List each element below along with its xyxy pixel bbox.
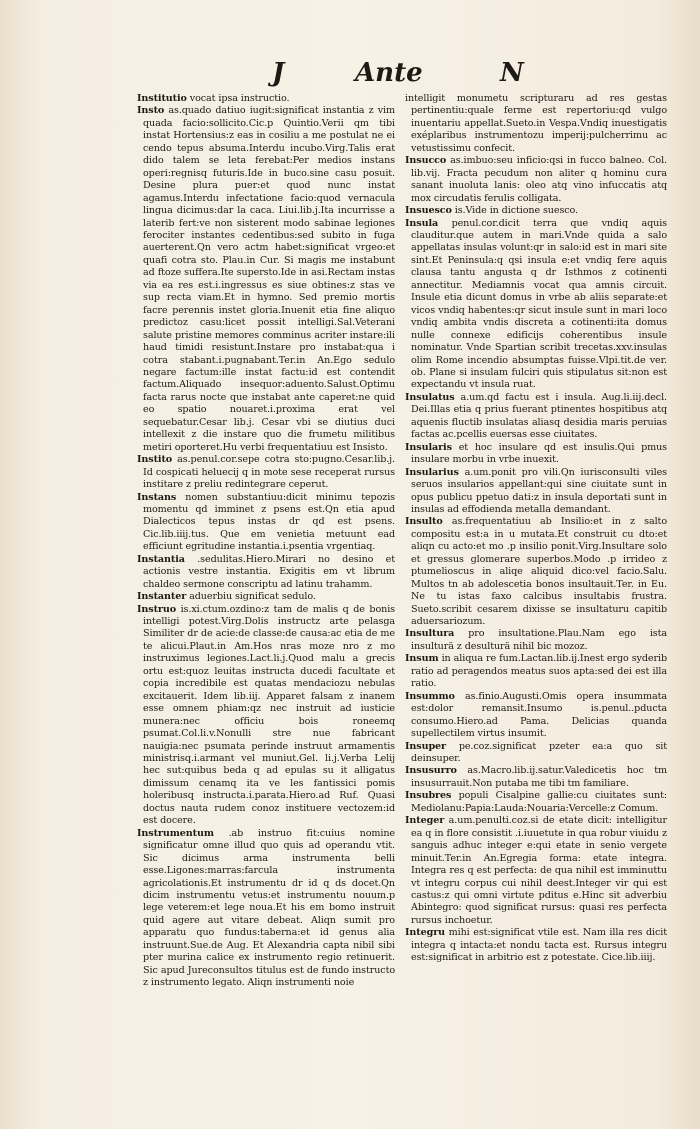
entry-headword: Insum xyxy=(405,653,439,665)
entry-headword: Integer xyxy=(405,815,445,827)
dictionary-entry xyxy=(137,554,395,591)
entry-text: as.finio.Augusti.Omis opera insummata est:dolor remansit.Insumo is.penul..pducta consumo.Hiero.ad Pama. Delicias quanda supellectilem virtus insumit. xyxy=(411,690,667,740)
entry-headword: Insubres xyxy=(405,790,452,802)
entry-headword: Insuesco xyxy=(405,205,452,217)
entry-headword: Integru xyxy=(405,927,446,939)
dictionary-entry xyxy=(405,691,667,741)
entry-headword: Institutio xyxy=(137,93,187,104)
entry-headword: Insuper xyxy=(405,740,447,752)
entry-headword: Instans xyxy=(137,491,177,503)
dictionary-entry xyxy=(137,604,395,828)
entry-headword: Insula xyxy=(405,217,439,229)
entry-text: as.penul.cor.sepe cotra sto:pugno.Cesar.lib.j. Id cospicati heluecij q in mote sese receperat rursus institare z preliu redintegrare ceperut. xyxy=(143,454,396,491)
entry-headword: Instantia xyxy=(137,553,185,565)
entry-text: nomen substantiuu:dicit minimu tepozis momentu qd imminet z psens est.Qn etia apud Dialecticos tepus instas dr qd est psens. Cic.lib.iiij.tus. Que em venietia metuunt ead efficiunt egritudine instantia.i.psentia vrgentiaq. xyxy=(143,491,396,553)
dictionary-entry xyxy=(137,93,395,105)
entry-text: populi Cisalpine gallie:cu ciuitates sunt: Mediolanu:Papia:Lauda:Nouaria:Vercelle:z Comum. xyxy=(411,790,667,814)
dictionary-entry xyxy=(405,741,667,766)
dictionary-entry xyxy=(405,790,667,815)
entry-headword: Insulatus xyxy=(405,391,455,403)
entry-text: in aliqua re fum.Lactan.lib.ij.Inest ergo syderib ratio ad peragendos meatus suos apta:sed dei est illa ratio. xyxy=(411,653,667,690)
dictionary-entry xyxy=(405,467,667,517)
entry-text: a.um.ponit pro vili.Qn iurisconsulti viles seruos insularios appellant:qui sine ciuitate sunt in opus publicu ppetuo dati:z in insula deportati sunt in insulas ad effodienda metalla demandant. xyxy=(411,466,667,515)
entry-headword: Insularis xyxy=(405,441,452,453)
entry-headword: Instrumentum xyxy=(137,827,214,839)
entry-text: a.um.qd factu est i insula. Aug.li.iij.decl. Dei.Illas etia q prius fuerant ptinentes hospitibus atq aquenis fluctib insulatas aliasq desidia maris peruias factas ac.pcellis euersas esse ciuitates. xyxy=(411,391,667,441)
entry-text: .sedulitas.Hiero.Mirari no desino et actionis vestre instantia. Exigitis em vt librum chaldeo sermone conscriptu ad latinu trahamm. xyxy=(143,553,395,590)
entry-text: pro insultatione.Plau.Nam ego ista insulturä z desulturä nihil bic mozoz. xyxy=(411,628,668,652)
entry-headword: Insusurro xyxy=(405,765,457,777)
dictionary-entry xyxy=(405,653,667,690)
dictionary-entry xyxy=(405,628,667,653)
entry-headword: Insularius xyxy=(405,466,459,478)
entry-headword: Insulto xyxy=(405,516,443,528)
dictionary-entry xyxy=(137,492,395,554)
signature-mark-right: N xyxy=(500,58,524,88)
dictionary-entry xyxy=(405,205,667,217)
entry-text: .ab instruo fit:cuius nomine significatur omne illud quo quis ad operandu vtit. Sic dicimus arma instrumenta belli esse.Ligones:marras:farcula instrumenta agricolationis.Et instrumentu dr id q ds docet.Qn dicim instrumentu vetus:et instrumentu nouum.p lege veterem:et lege noua.Et his em bomo instruit quid agere aut vitare debeat. Aliqn sumit pro apparatu quo fundus:taberna:et id genus alia instruunt.Sue.de Aug. Et Alexandria capta nibil sibi pter murina calice ex instrumento regio retinuerit. Sic apud Jureconsultos titulus est de fundo instructo z instrumento legato. Aliqn instrumenti noie xyxy=(143,827,396,989)
dictionary-entry xyxy=(405,442,667,467)
signature-mark-left: J xyxy=(272,58,285,88)
running-head: Ante xyxy=(355,58,423,88)
dictionary-entry xyxy=(405,93,667,155)
dictionary-entry xyxy=(405,815,667,927)
right-column xyxy=(405,93,667,965)
entry-text: as.Macro.lib.ij.satur.Valedicetis hoc tm insusurrauit.Non putaba me tibi tm familiare. xyxy=(411,765,667,789)
dictionary-entry xyxy=(137,454,395,491)
entry-headword: Insucco xyxy=(405,155,447,167)
dictionary-entry xyxy=(137,105,395,454)
entry-headword: Instanter xyxy=(137,591,187,603)
page-header xyxy=(0,54,700,94)
entry-text: aduerbiu significat sedulo. xyxy=(189,591,316,603)
entry-text: pe.coz.significat pzeter ea:a quo sit deinsuper. xyxy=(411,740,668,765)
entry-text: penul.cor.dicit terra que vndiq aquis clauditur.que autem in mari.Vnde quida a salo appellatas insulas volunt:qr in salo:id est in mari site sint.Et Peninsula:q qsi insula e:et vndiq fere aquis clausa tantu angusta q dr Isthmos z cotinenti annectitur. Mediamnis vocat qua amnis circuit. Insule etia dicunt domus in vrbe ab aliis separate:et vicos vndiq habentes:qr sicut insule sunt in mari loco vndiq ambita vndis discreta a cotinenti:ita domus nulle connexe edificijs coherentibus insule nominatur. Vnde Spartian scribit trecetas.xxv.insulas olim Rome incendio absumptas fuisse.Vlpi.tit.de ver. ob. Plane si insulam fulciri quis stipulatus sit:non est expectandu vt insula ruat. xyxy=(411,217,667,391)
dictionary-entry xyxy=(405,765,667,790)
left-column xyxy=(137,93,395,990)
entry-text: et hoc insulare qd est insulis.Qui pmus insulare morbu in vrbe inuexit. xyxy=(411,441,668,466)
entry-headword: Insto xyxy=(137,105,165,117)
dictionary-entry xyxy=(405,392,667,442)
dictionary-entry xyxy=(405,218,667,392)
entry-text: is.Vide in dictione suesco. xyxy=(454,205,579,217)
entry-text: as.frequentatiuu ab Insilio:et in z salto compositu est:a in u mutata.Et construit cu dto:et aliqn cu acto:et mo .p insilio ponit.Virg.Insultare solo et gressus glomerare superbos.Modo .p irrideo z ptumelioscus in aliqe aliquid dico:vel facio.Salu. Multos tn ab adolescetia bonos insultauit.Ter. in Eu. Ne tu istas faxo calcibus insultabis frustra. Sueto.scribit cesarem dixisse se insultaturu capitib aduersariozum. xyxy=(411,516,667,628)
entry-text: is.xi.ctum.ozdino:z tam de malis q de bonis intelligi potest.Virg.Dolis instructz arte pelasga Similiter dr de acie:de classe:de causa:ac etia de me te alicui.Plaut.in Am.Hos nras moze nro z mo instruximus legiones.Lact.li.j.Quod malu a grecis ortu est:quoz leuitas instructa ducedi facultate et copia incredibile est quatas mendaciozu nebulas excitauerit. Idem lib.iij. Apparet falsam z inanem esse omnem phiam:qz nec instruit ad iusticie munera:nec officiu bois roneemq psumat.Col.li.v.Nonulli stre nue fabricant nauigia:nec psumata perinde instruut armamentis ministrisq.i.armant vel muniut.Gel. li.j.Verba Lelij hec sut:quibus beda q ad epulas su it alligatus dimissum cenamq ita ve les fantissici pomis holeribusq instructa.i.parata.Hiero.ad Ruf. Quasi doctus nauta rudem conoz instituere vectozem:id est docere. xyxy=(143,603,396,827)
dictionary-entry xyxy=(137,591,395,603)
entry-text: mihi est:significat vtile est. Nam illa res dicit integra q intacta:et nondu tacta est. Rursus integru est:significat in arbitrio est z potestate. Cice.lib.iiij. xyxy=(411,927,668,964)
entry-headword: Instruo xyxy=(137,603,177,615)
entry-text: as.imbuo:seu inficio:qsi in fucco balneo. Col. lib.vij. Fracta pecudum non aliter q hominu cura sanant inuoluta lanis: oleo atq vino infuccatis atq mox circudatis ferulis colligata. xyxy=(411,155,667,204)
entry-text: as.quado datiuo iugit:significat instantia z vim quada facio:sollicito.Cic.p Quintio.Verii qm tibi instat Hortensius:z eas in cosiliu a me postulat ne ei cendo tepus absuma.Interdu incubo.Virg.Talis erat dido talem se leta ferebat:Per medios instans operi:regnisq futuris.Ide in buco.sine casu posuit. Desine plura puer:et quod nunc instat agamus.Interdu infectatione facio:quod vernacula lingua dicimus:dar la caca. Liui.lib.j.Ita incurrisse a laterib fert:ve non sisterent modo sabinae legiones ferociter instantes cedentibus:sed subito in fuga auerterent.Qn vero actm habet:significat vrgeo:et quafi cotra sto. Plau.in Cur. Si magis me instabunt ad ftoze suffera.Ite supersto.Ide in asi.Rectam instas via ea res est.i.ingressus es siue obtines:z stas ve sup recta viam.Et in hymno. Sed premio mortis facre perennis instet gloria.Inuenit etia fine aliquo predictoz casu:licet possit intelligi.Sal.Veterani salute pristine memores comminus acriter instare:ili haud timidi resistunt.Instare pro instabat:qua i cotra stabant.i.pugnabant.Ter.in An.Ego sedulo negare factum:ille instat factu:id est contendit factum.Aliquado insequor:aduento.Salust.Optimu facta rarus nocte que instabat ante caperet:ne quid eo spatio nouaret.i.proxima erat vel sequebatur.Cesar lib.j. Cesar vbi se diutius duci intellexit z die instare quo die frumetu militibus metiri oporteret.Hu verbi frequentatiuu est Insisto. xyxy=(143,105,395,453)
dictionary-entry xyxy=(405,155,667,205)
entry-headword: Instito xyxy=(137,454,173,466)
entry-headword: Insultura xyxy=(405,628,455,640)
entry-text: a.um.penulti.coz.si de etate dicit: intelligitur ea q in flore consistit .i.iuuetute in qua robur viuidu z sanguis adhuc integer e:qui etate in senio vergete minuit.Ter.in An.Egregia forma: etate integra. Integra res q est perfecta: de qua nihil est imminuttu vt integru corpus cui nihil deest.Integer vir qui est castus:z qui omni virtute pditus e.Hinc sit adverbiu Abintegro: quod significat rursus: quasi res perfecta rursus inchoetur. xyxy=(411,815,667,926)
entry-text: vocat ipsa instructio. xyxy=(189,93,290,104)
dictionary-entry xyxy=(405,927,667,964)
entry-text: intelligit monumetu scripturaru ad res gestas pertinentiu:quale ferme est repertoriu:qd vulgo inuentariu appellat.Sueto.in Vespa.Vndiq inuestigatis exéplaribus instrumentozu imperij:pulcherrimu ac vetustissimu confecit. xyxy=(405,93,667,154)
dictionary-entry xyxy=(137,828,395,990)
dictionary-entry xyxy=(405,516,667,628)
entry-headword: Insummo xyxy=(405,690,455,702)
